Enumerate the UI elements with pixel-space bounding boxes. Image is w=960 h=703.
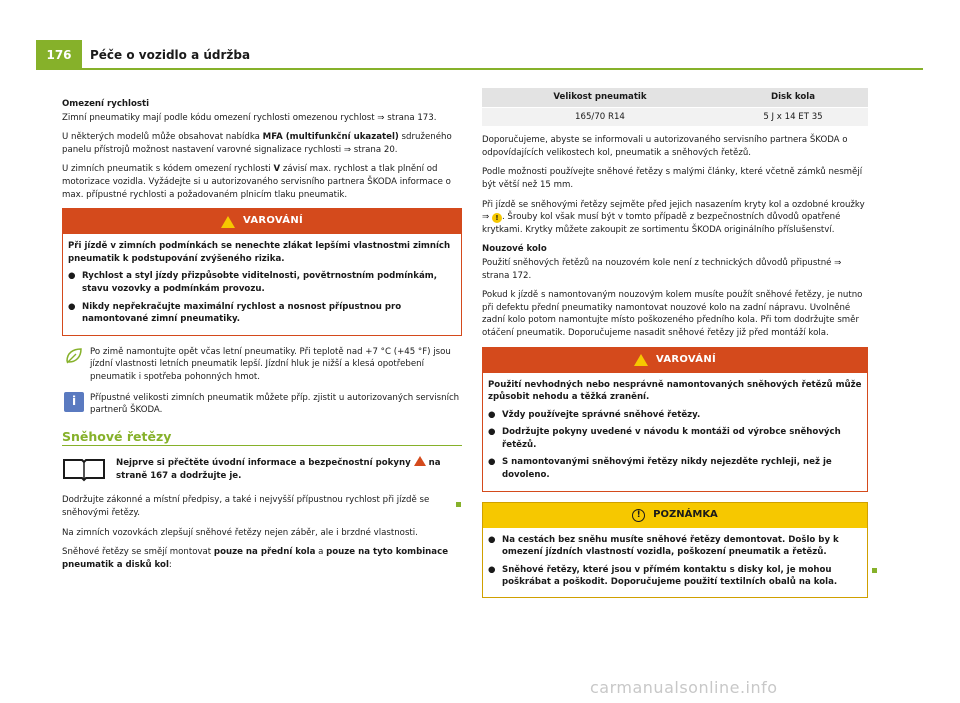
table-header-row bbox=[482, 88, 868, 107]
bullet-text: Sněhové řetězy, které jsou v přímém kontaktu s disky kol, je mohou poškrábat a poškodit. Doporučujeme použití textilních obalů na kola. bbox=[502, 564, 838, 588]
warning-intro: Při jízdě v zimních podmínkách se nenechte zlákat lepšími vlastnostmi zimních pneumatik k podstupování zvýšeného rizika. bbox=[68, 241, 451, 264]
note-header bbox=[483, 503, 867, 528]
section-title-snow-chains: Sněhové řetězy bbox=[62, 428, 172, 444]
spare-paragraph-1: Použití sněhových řetězů na nouzovém kole není z technických důvodů připustné ⇒ strana 172. bbox=[482, 257, 842, 281]
eco-tip bbox=[62, 346, 462, 384]
covers-paragraph bbox=[482, 199, 868, 237]
read-first-note bbox=[62, 456, 462, 482]
warning-header bbox=[63, 209, 461, 234]
exclamation-circle-icon: ! bbox=[632, 509, 645, 522]
text-run: pouze na tyto kombinace pneumatik a disků kol bbox=[62, 547, 449, 570]
mfa-term: MFA (multifunkční ukazatel) bbox=[262, 132, 399, 143]
warning-triangle-icon bbox=[221, 216, 235, 228]
speed-paragraph-3 bbox=[62, 163, 462, 201]
text-run: sdruženého panelu přístrojů možnost nastavení varovné signalizace rychlosti ⇒ strana 20. bbox=[62, 132, 452, 155]
speed-subhead: Omezení rychlosti bbox=[62, 99, 150, 109]
bullet-text: Rychlost a styl jízdy přizpůsobte viditelnosti, povětrnostním podmínkám, stavu vozovky a podmínkám provozu. bbox=[82, 271, 438, 294]
grip-paragraph: Na zimních vozovkách zlepšují sněhové řetězy nejen záběr, ale i brzdné vlastnosti. bbox=[62, 527, 418, 538]
spare-paragraph-2: Pokud k jízdě s namontovaným nouzovým kolem musíte použít sněhové řetězy, je nutno při defektu přední pneumatiky namontovat nouzové kolo na zadní nápravu. Uvolněné zadní kolo potom namontujte místo poškozeného předního kola. Při tom dodržujte směr otáčení pneumatik. Doporučujeme nasadit sněhové řetězy již před montáží kola. bbox=[482, 290, 863, 338]
warning-triangle-icon bbox=[634, 354, 648, 366]
rules-paragraph: Dodržujte zákonné a místní předpisy, a také i nejvyšší přípustnou rychlost při jízdě se sněhovými řetězy. bbox=[62, 495, 430, 519]
warning-title: VAROVÁNÍ bbox=[655, 353, 717, 365]
warning-bullet: ● Nikdy nepřekračujte maximální rychlost a nosnost přípustnou pro namontované zimní pneumatiky. bbox=[68, 301, 456, 326]
table-cell: 165/70 R14 bbox=[482, 107, 718, 126]
recommend-paragraph: Doporučujeme, abyste se informovali u autorizovaného servisního partnera ŠKODA o odpovídajících velikostech kol, pneumatik a sněhových řetězů. bbox=[482, 135, 848, 158]
column-header: Velikost pneumatik bbox=[482, 88, 718, 107]
warning-body bbox=[63, 234, 461, 335]
mount-paragraph bbox=[62, 546, 462, 571]
text-run: U zimních pneumatik s kódem omezení rychlosti bbox=[62, 164, 274, 175]
warning-intro: Použití nevhodných nebo nesprávně namontovaných sněhových řetězů může způsobit nehodu a těžká zranění. bbox=[488, 379, 862, 403]
left-column bbox=[62, 98, 462, 578]
right-column bbox=[482, 88, 868, 598]
note-title: POZNÁMKA bbox=[653, 508, 718, 520]
eco-leaf-icon bbox=[64, 346, 84, 366]
read-first-text bbox=[116, 456, 462, 482]
warning-inline-icon bbox=[414, 456, 426, 466]
note-bullet: ● Sněhové řetězy, které jsou v přímém kontaktu s disky kol, je mohou poškrábat a poškodit. Doporučujeme použití textilních obalů na kola. bbox=[488, 564, 862, 589]
table-cell: 5 J x 14 ET 35 bbox=[718, 107, 868, 126]
note-bullet: ● Na cestách bez sněhu musíte sněhové řetězy demontovat. Došlo by k omezení jízdních vlastností vozidla, poškození pneumatik a řetězů. bbox=[488, 534, 862, 559]
info-tip bbox=[62, 392, 462, 417]
warning-bullet: ● Dodržujte pokyny uvedené v návodu k montáži od výrobce sněhových řetězů. bbox=[488, 426, 862, 451]
warning-title: VAROVÁNÍ bbox=[242, 215, 304, 227]
info-icon: i bbox=[64, 392, 84, 412]
warning-bullet: ● Rychlost a styl jízdy přizpůsobte viditelnosti, povětrnostním podmínkám, stavu vozovky a podmínkám provozu. bbox=[68, 270, 456, 295]
bullet-text: Nikdy nepřekračujte maximální rychlost a nosnost přípustnou pro namontované zimní pneumatiky. bbox=[82, 301, 402, 325]
note-inline-icon: ! bbox=[492, 213, 502, 223]
page-header bbox=[36, 40, 250, 70]
warning-bullet: ● S namontovanými sněhovými řetězy nikdy nejezděte rychleji, než je dovoleno. bbox=[488, 456, 862, 481]
info-text: Přípustné velikosti zimních pneumatik můžete příp. zjistit u autorizovaných servisních partnerů ŠKODA. bbox=[90, 392, 460, 416]
page-number: 176 bbox=[36, 40, 82, 70]
speed-paragraph-1: Zimní pneumatiky mají podle kódu omezení rychlosti omezenou rychlost ⇒ strana 173. bbox=[62, 112, 437, 123]
table-row bbox=[482, 107, 868, 126]
text-run: U některých modelů může obsahovat nabídka bbox=[62, 132, 263, 143]
note-body bbox=[483, 528, 867, 597]
tire-rim-table bbox=[482, 88, 868, 126]
bullet-text: S namontovanými sněhovými řetězy nikdy nejezděte rychleji, než je dovoleno. bbox=[502, 457, 832, 481]
info-text-wrap bbox=[90, 392, 462, 417]
text-run: Nejprve si přečtěte úvodní informace a bezpečnostní pokyny bbox=[116, 458, 414, 469]
text-run: : bbox=[168, 559, 172, 570]
section-end-mark bbox=[456, 502, 461, 507]
section-end-mark bbox=[872, 568, 877, 573]
note-box bbox=[482, 502, 868, 598]
warning-body bbox=[483, 373, 867, 491]
header-rule bbox=[36, 68, 923, 70]
text-run: Sněhové řetězy se smějí montovat bbox=[62, 547, 214, 558]
open-book-icon bbox=[62, 456, 106, 482]
eco-text: Po zimě namontujte opět včas letní pneumatiky. Při teplotě nad +7 °C (+45 °F) jsou jízdní vlastnosti letních pneumatik lepší. Jízdní hluk je nižší a klesá opotřebení pneumatik i spotřeba pohonných hmot. bbox=[90, 346, 451, 382]
warning-box-winter bbox=[62, 208, 462, 336]
column-header: Disk kola bbox=[718, 88, 868, 107]
bullet-text: Vždy používejte správné sněhové řetězy. bbox=[502, 409, 701, 420]
text-run: Při jízdě se sněhovými řetězy sejměte před jejich nasazením kryty kol a ozdobné kroužky ⇒ bbox=[482, 199, 865, 223]
chapter-title: Péče o vozidlo a údržba bbox=[90, 48, 251, 62]
spare-subhead: Nouzové kolo bbox=[482, 244, 547, 255]
text-run: na straně 167 a dodržujte je. bbox=[116, 458, 441, 481]
speed-code: V bbox=[273, 164, 281, 175]
warning-box-chains bbox=[482, 347, 868, 492]
bullet-text: Na cestách bez sněhu musíte sněhové řetězy demontovat. Došlo by k omezení jízdních vlastností vozidla, poškození pneumatik a řetězů. bbox=[502, 534, 839, 558]
speed-paragraph-2 bbox=[62, 131, 462, 156]
text-run: pouze na přední kola bbox=[213, 547, 316, 558]
text-run: . Šrouby kol však musí být v tomto případě z bezpečnostních důvodů opatřené krytkami. Krytky můžete zakoupit ze sortimentu ŠKODA originálního příslušenství. bbox=[482, 212, 841, 235]
text-run: závisí max. rychlost a tlak plnění od motorizace vozidla. Vyžádejte si u autorizovaného servisního partnera ŠKODA informace o max. přípustné rychlosti a požadovaném plnicím tlaku pneumatik. bbox=[62, 164, 451, 200]
text-run: a bbox=[315, 547, 327, 558]
links-paragraph: Podle možnosti používejte sněhové řetězy s malými články, které včetně zámků nesmějí být větší než 15 mm. bbox=[482, 167, 863, 190]
section-rule bbox=[62, 445, 462, 446]
watermark: carmanualsonline.info bbox=[590, 678, 778, 697]
bullet-text: Dodržujte pokyny uvedené v návodu k montáži od výrobce sněhových řetězů. bbox=[502, 427, 841, 450]
warning-header bbox=[483, 348, 867, 373]
warning-bullet: ● Vždy používejte správné sněhové řetězy. bbox=[488, 409, 701, 420]
